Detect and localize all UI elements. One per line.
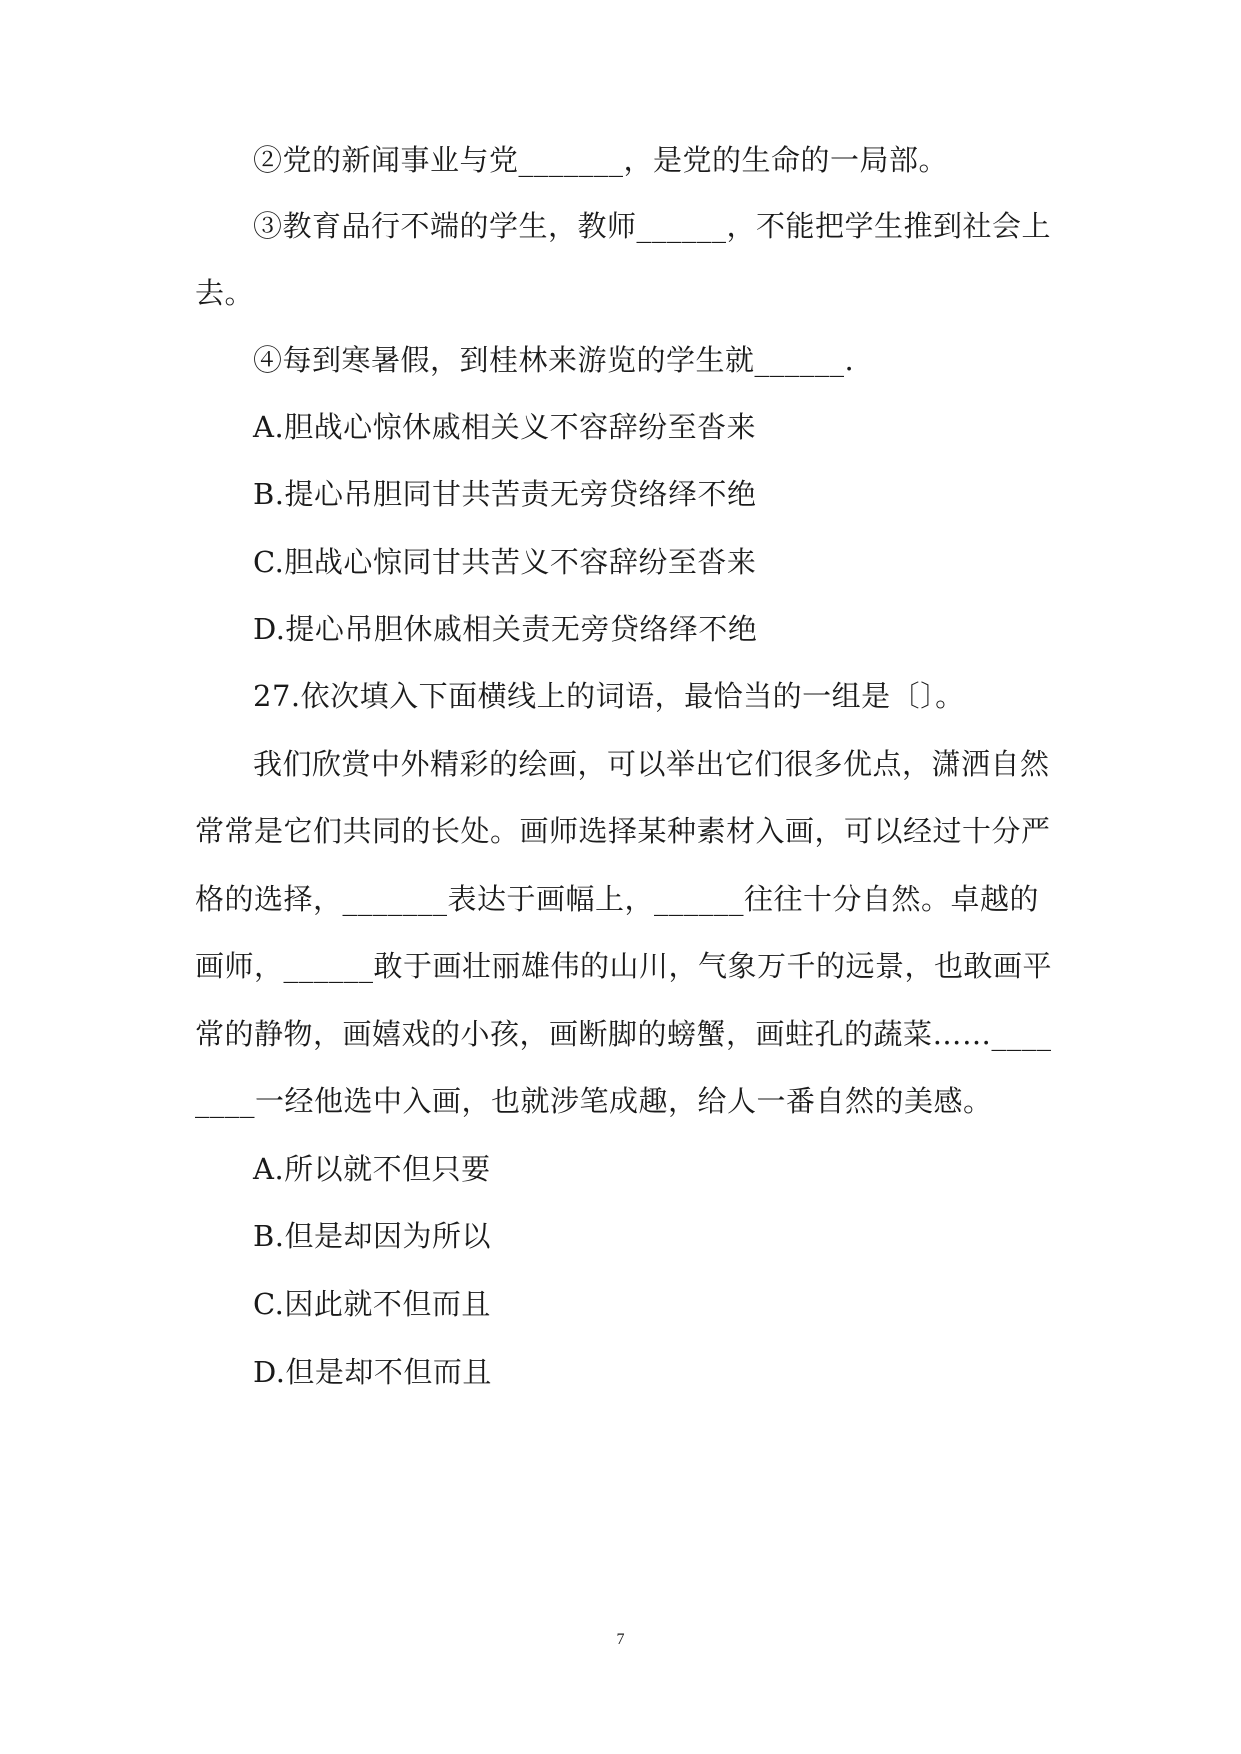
passage-line-2: 常常是它们共同的长处。画师选择某种素材入画，可以经过十分严: [195, 814, 1051, 848]
option-a-q27: A.所以就不但只要: [253, 1152, 491, 1186]
option-c-q27: C.因此就不但而且: [253, 1287, 491, 1321]
option-b-q27: B.但是却因为所以: [253, 1219, 492, 1253]
question-27-title: 27.依次填入下面横线上的词语，最恰当的一组是〔〕。: [253, 679, 965, 713]
text-line-item3: ③教育品行不端的学生，教师______，不能把学生推到社会上: [253, 209, 1052, 243]
option-d-q26: D.提心吊胆休戚相关责无旁贷络绎不绝: [253, 612, 758, 646]
passage-line-4: 画师，______敢于画壮丽雄伟的山川，气象万千的远景，也敢画平: [195, 949, 1053, 983]
text-line-item3-cont: 去。: [195, 276, 255, 310]
passage-line-1: 我们欣赏中外精彩的绘画，可以举出它们很多优点，潇洒自然: [253, 747, 1050, 781]
text-line-item2: ②党的新闻事业与党_______，是党的生命的一局部。: [253, 143, 949, 177]
passage-line-3: 格的选择，_______表达于画幅上，______往往十分自然。卓越的: [195, 882, 1040, 916]
option-b-q26: B.提心吊胆同甘共苦责无旁贷络绎不绝: [253, 477, 757, 511]
option-d-q27: D.但是却不但而且: [253, 1355, 492, 1389]
option-c-q26: C.胆战心惊同甘共苦义不容辞纷至沓来: [253, 545, 757, 579]
passage-line-5: 常的静物，画嬉戏的小孩，画断脚的螃蟹，画蛀孔的蔬菜……____: [195, 1017, 1052, 1051]
text-line-item4: ④每到寒暑假，到桂林来游览的学生就______.: [253, 343, 855, 377]
page-number: 7: [616, 1631, 625, 1648]
option-a-q26: A.胆战心惊休戚相关义不容辞纷至沓来: [253, 410, 757, 444]
passage-line-6: ____一经他选中入画，也就涉笔成趣，给人一番自然的美感。: [195, 1084, 993, 1118]
